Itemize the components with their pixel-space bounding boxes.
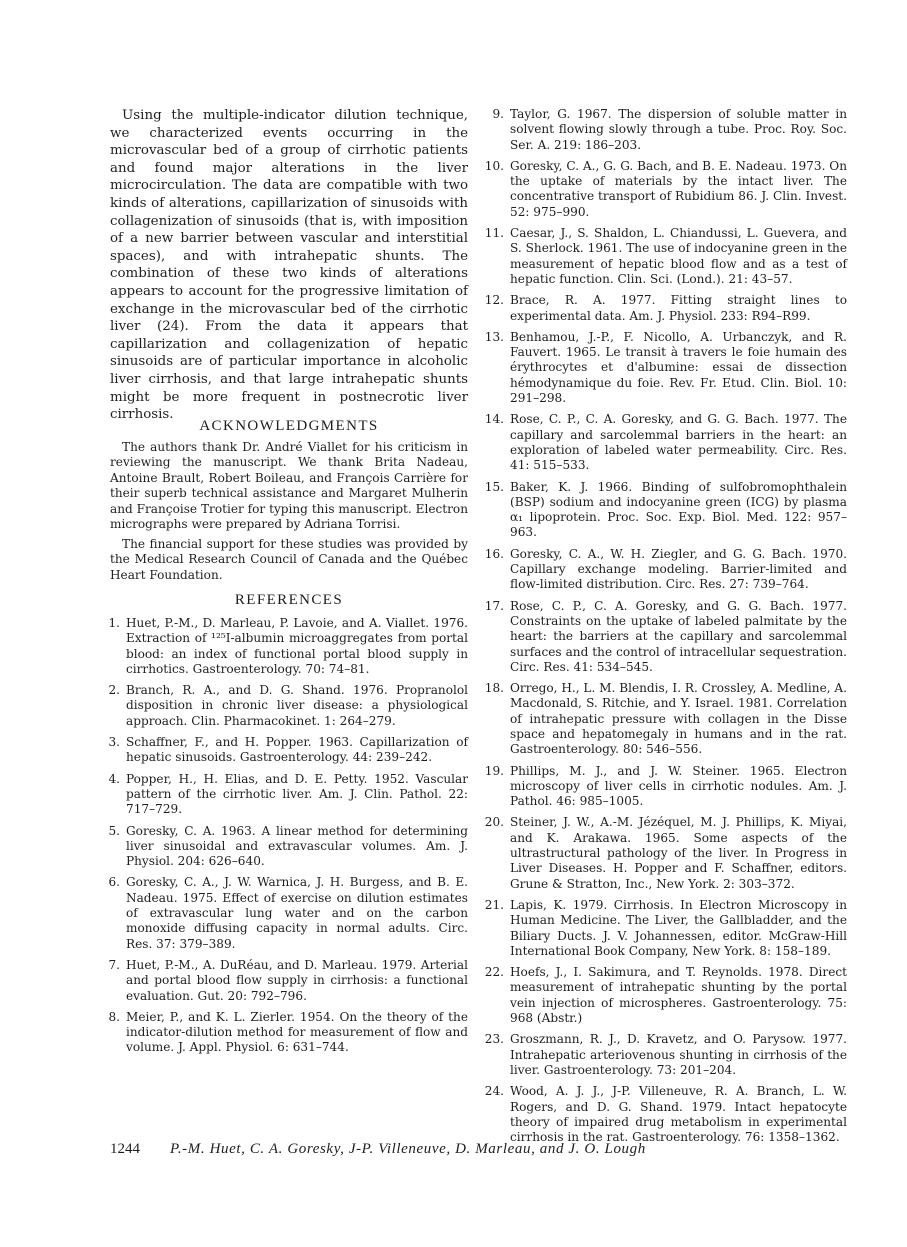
reference-text: Branch, R. A., and D. G. Shand. 1976. Propranolol disposition in chronic liver disease: a physiological approach. Clin. Pharmacokinet. 1: 264–279.	[126, 683, 468, 728]
reference-number: 5.	[108, 823, 120, 838]
reference-item	[484, 815, 847, 891]
reference-text: Brace, R. A. 1977. Fitting straight lines to experimental data. Am. J. Physiol. 233: R94–R99.	[510, 293, 847, 323]
reference-text: Wood, A. J. J., J-P. Villeneuve, R. A. Branch, L. W. Rogers, and D. G. Shand. 1979. Intact hepatocyte theory of impaired drug metabolism in experimental cirrhosis in the rat. Gastroenterology. 76: 1358–1362.	[510, 1084, 847, 1145]
funding-paragraph: The financial support for these studies was provided by the Medical Research Council of Canada and the Québec Heart Foundation.	[110, 537, 468, 582]
reference-item	[484, 965, 847, 1026]
reference-number: 15.	[484, 479, 504, 494]
reference-text: Huet, P.-M., D. Marleau, P. Lavoie, and A. Viallet. 1976. Extraction of ¹²⁵I-albumin microaggregates from portal blood: an index of functional portal blood supply in cirrhotics. Gastroenterology. 70: 74–81.	[126, 616, 468, 676]
reference-item	[484, 329, 847, 406]
reference-list-left	[110, 616, 468, 1062]
reference-item	[484, 412, 847, 473]
reference-number: 7.	[108, 957, 120, 972]
reference-text: Schaffner, F., and H. Popper. 1963. Capillarization of hepatic sinusoids. Gastroenterology. 44: 239–242.	[126, 735, 468, 765]
reference-text: Goresky, C. A., G. G. Bach, and B. E. Nadeau. 1973. On the uptake of materials by the intact liver. The concentrative transport of Rubidium 86. J. Clin. Invest. 52: 975–990.	[510, 158, 847, 219]
reference-text: Orrego, H., L. M. Blendis, I. R. Crossley, A. Medline, A. Macdonald, S. Ritchie, and Y. Israel. 1981. Correlation of intrahepatic pressure with collagen in the Disse space and hepatomegaly in humans and in the rat. Gastroenterology. 80: 546–556.	[510, 681, 848, 757]
reference-text: Popper, H., H. Elias, and D. E. Petty. 1952. Vascular pattern of the cirrhotic liver. Am. J. Clin. Pathol. 22: 717–729.	[126, 771, 468, 817]
reference-item	[484, 681, 848, 757]
reference-item	[110, 616, 468, 677]
reference-number: 23.	[484, 1032, 504, 1047]
reference-number: 9.	[492, 107, 504, 121]
reference-item	[110, 824, 468, 870]
reference-number: 18.	[484, 681, 504, 696]
reference-item	[492, 107, 847, 153]
reference-number: 6.	[108, 875, 120, 890]
reference-item	[110, 958, 468, 1004]
reference-item	[110, 875, 468, 951]
reference-text: Huet, P.-M., A. DuRéau, and D. Marleau. 1979. Arterial and portal blood flow supply in cirrhosis: a functional evaluation. Gut. 20: 792–796.	[126, 957, 468, 1003]
reference-number: 1.	[108, 616, 120, 630]
reference-item	[110, 735, 468, 766]
reference-number: 4.	[108, 771, 120, 786]
reference-number: 14.	[484, 412, 504, 427]
reference-text: Groszmann, R. J., D. Kravetz, and O. Parysow. 1977. Intrahepatic arteriovenous shunting in cirrhosis of the liver. Gastroenterology. 73: 201–204.	[510, 1032, 847, 1077]
reference-number: 2.	[108, 683, 120, 698]
reference-item	[484, 1084, 847, 1145]
reference-text: Taylor, G. 1967. The dispersion of soluble matter in solvent flowing slowly through a tube. Proc. Roy. Soc. Ser. A. 219: 186–203.	[510, 107, 847, 152]
reference-text: Hoefs, J., I. Sakimura, and T. Reynolds. 1978. Direct measurement of intrahepatic shunting by the portal vein injection of microspheres. Gastroenterology. 75: 968 (Abstr.)	[510, 965, 847, 1026]
reference-number: 16.	[484, 546, 504, 561]
page-number: 1244	[110, 1141, 140, 1157]
conclusion-paragraph: Using the multiple-indicator dilution technique, we characterized events occurring in the microvascular bed of a group of cirrhotic patients and found major alterations in the liver microcirculation. The data are compatible with two kinds of alterations, capillarization of sinusoids with collagenization of sinusoids (that is, with imposition of a new barrier between vascular and interstitial spaces), and with intrahepatic shunts. The combination of these two kinds of alterations appears to account for the progressive limitation of exchange in the microvascular bed of the cirrhotic liver (24). From the data it appears that capillarization and collagenization of hepatic sinusoids are of particular importance in alcoholic liver cirrhosis, and that large intrahepatic shunts might be more frequent in postnecrotic liver cirrhosis.	[110, 108, 468, 423]
reference-item	[484, 226, 847, 287]
reference-number: 24.	[484, 1084, 504, 1099]
reference-text: Lapis, K. 1979. Cirrhosis. In Electron Microscopy in Human Medicine. The Liver, the Gallbladder, and the Biliary Ducts. J. V. Johannessen, editor. McGraw-Hill International Book Company, New York. 8: 158–189.	[510, 897, 847, 958]
reference-item	[484, 158, 847, 220]
reference-number: 8.	[108, 1009, 120, 1024]
reference-number: 21.	[484, 897, 504, 912]
reference-item	[110, 772, 468, 818]
reference-text: Caesar, J., S. Shaldon, L. Chiandussi, L. Guevera, and S. Sherlock. 1961. The use of indocyanine green in the measurement of hepatic blood flow and as a test of hepatic function. Clin. Sci. (Lond.). 21: 43–57.	[510, 226, 847, 286]
reference-number: 22.	[484, 965, 504, 980]
reference-text: Benhamou, J.-P., F. Nicollo, A. Urbanczyk, and R. Fauvert. 1965. Le transit à travers le foie humain des érythrocytes et d'albumine: essai de dissection hémodynamique du foie. Rev. Fr. Etud. Clin. Biol. 10: 291–298.	[510, 329, 847, 406]
reference-number: 3.	[108, 735, 120, 750]
reference-text: Baker, K. J. 1966. Binding of sulfobromophthalein (BSP) sodium and indocyanine green (ICG) by plasma α₁ lipoprotein. Proc. Soc. Exp. Biol. Med. 122: 957–963.	[510, 479, 847, 540]
running-authors: P.-M. Huet, C. A. Goresky, J-P. Villeneuve, D. Marleau, and J. O. Lough	[170, 1141, 646, 1157]
reference-number: 11.	[484, 226, 504, 241]
reference-list-right	[484, 107, 848, 1151]
reference-text: Rose, C. P., C. A. Goresky, and G. G. Bach. 1977. Constraints on the uptake of labeled palmitate by the heart: the barriers at the capillary and sarcolemmal surfaces and the control of intracellular sequestration. Circ. Res. 41: 534–545.	[510, 598, 847, 674]
reference-number: 12.	[484, 293, 504, 308]
reference-item	[110, 683, 468, 729]
reference-number: 17.	[484, 598, 504, 613]
reference-text: Meier, P., and K. L. Zierler. 1954. On the theory of the indicator-dilution method for measurement of flow and volume. J. Appl. Physiol. 6: 631–744.	[126, 1009, 468, 1055]
reference-item	[484, 598, 847, 675]
reference-item	[484, 546, 847, 593]
reference-text: Phillips, M. J., and J. W. Steiner. 1965. Electron microscopy of liver cells in cirrhotic nodules. Am. J. Pathol. 46: 985–1005.	[510, 763, 847, 809]
reference-text: Steiner, J. W., A.-M. Jézéquel, M. J. Phillips, K. Miyai, and K. Arakawa. 1965. Some aspects of the ultrastructural pathology of the liver. In Progress in Liver Diseases. H. Popper and F. Schaffner, editors. Grune & Stratton, Inc., New York. 2: 303–372.	[510, 815, 847, 891]
reference-number: 20.	[484, 815, 504, 830]
reference-number: 19.	[484, 763, 504, 778]
reference-item	[484, 897, 847, 959]
acknowledgments-heading: ACKNOWLEDGMENTS	[199, 418, 379, 434]
reference-text: Goresky, C. A. 1963. A linear method for determining liver sinusoidal and extravascular volumes. Am. J. Physiol. 204: 626–640.	[126, 823, 468, 869]
reference-text: Goresky, C. A., W. H. Ziegler, and G. G. Bach. 1970. Capillary exchange modeling. Barrier-limited and flow-limited distribution. Circ. Res. 27: 739–764.	[510, 546, 847, 592]
reference-text: Goresky, C. A., J. W. Warnica, J. H. Burgess, and B. E. Nadeau. 1975. Effect of exercise on dilution estimates of extravascular lung water and on the carbon monoxide diffusing capacity in normal adults. Circ. Res. 37: 379–389.	[126, 875, 468, 951]
reference-item	[484, 479, 847, 541]
reference-item	[484, 1032, 847, 1078]
reference-number: 13.	[484, 329, 504, 344]
reference-text: Rose, C. P., C. A. Goresky, and G. G. Bach. 1977. The capillary and sarcolemmal barriers in the heart: an exploration of labeled water permeability. Circ. Res. 41: 515–533.	[510, 412, 847, 473]
reference-item	[110, 1010, 468, 1056]
reference-number: 10.	[484, 158, 504, 173]
reference-item	[484, 293, 847, 324]
acknowledgments-paragraph: The authors thank Dr. André Viallet for his criticism in reviewing the manuscript. We thank Brita Nadeau, Antoine Brault, Robert Boileau, and François Carrière for their superb technical assistance and Margaret Mulherin and Françoise Trotier for typing this manuscript. Electron micrographs were prepared by Adriana Torrisi.	[110, 440, 468, 532]
references-heading: REFERENCES	[234, 592, 344, 608]
reference-item	[484, 763, 847, 810]
